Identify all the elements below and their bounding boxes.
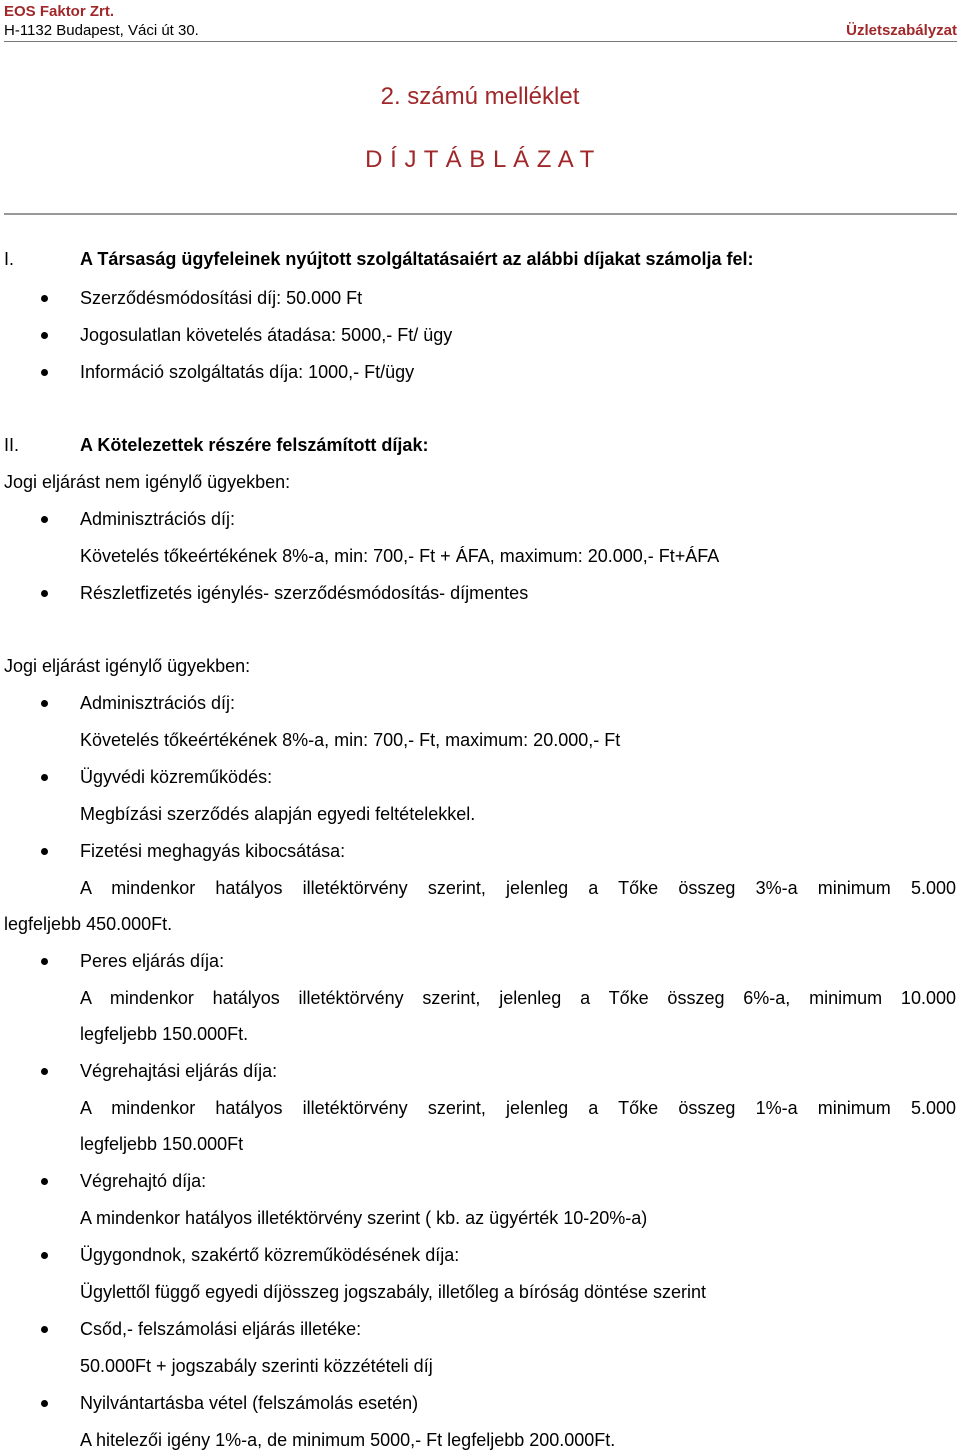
- document-type: Üzletszabályzat: [846, 22, 957, 39]
- court-fee-label: Peres eljárás díja:: [80, 951, 225, 971]
- payment-order-label: Fizetési meghagyás kibocsátása:: [80, 841, 346, 861]
- company-name: EOS Faktor Zrt.: [4, 3, 115, 20]
- payment-order-detail-cont: legfeljebb 450.000Ft.: [4, 914, 173, 934]
- bullet-icon: [41, 1252, 48, 1259]
- section1-item: Szerződésmódosítási díj: 50.000 Ft: [80, 288, 363, 308]
- header-divider: [4, 41, 957, 42]
- admin-fee-detail: Követelés tőkeértékének 8%-a, min: 700,- Ft + ÁFA, maximum: 20.000,- Ft+ÁFA: [80, 546, 720, 566]
- bailiff-label: Végrehajtó díja:: [80, 1171, 207, 1191]
- company-address: H-1132 Budapest, Váci út 30.: [4, 22, 199, 39]
- legal-admin-label: Adminisztrációs díj:: [80, 693, 236, 713]
- lawyer-detail: Megbízási szerződés alapján egyedi feltételekkel.: [80, 804, 476, 824]
- court-fee-detail: A mindenkor hatályos illetéktörvény szerint, jelenleg a Tőke összeg 6%-a, minimum 10.000: [80, 988, 956, 1008]
- guardian-label: Ügygondnok, szakértő közreműködésének díja:: [80, 1245, 460, 1265]
- fee-table-title: D Í J T Á B L Á Z A T: [365, 146, 595, 173]
- legal-admin-detail: Követelés tőkeértékének 8%-a, min: 700,- Ft, maximum: 20.000,- Ft: [80, 730, 621, 750]
- non-legal-heading: Jogi eljárást nem igénylő ügyekben:: [4, 472, 291, 492]
- annex-title: 2. számú melléklet: [380, 83, 580, 110]
- section1-item: Információ szolgáltatás díja: 1000,- Ft/ügy: [80, 362, 415, 382]
- bankruptcy-detail: 50.000Ft + jogszabály szerinti közzétételi díj: [80, 1356, 433, 1376]
- payment-order-detail: A mindenkor hatályos illetéktörvény szerint, jelenleg a Tőke összeg 3%-a minimum 5.000: [80, 878, 956, 898]
- bullet-icon: [41, 295, 48, 302]
- section2-heading: A Kötelezettek részére felszámított díjak:: [80, 435, 429, 455]
- bullet-icon: [41, 700, 48, 707]
- enforcement-label: Végrehajtási eljárás díja:: [80, 1061, 278, 1081]
- bullet-icon: [41, 1400, 48, 1407]
- bankruptcy-label: Csőd,- felszámolási eljárás illetéke:: [80, 1319, 362, 1339]
- registry-detail: A hitelezői igény 1%-a, de minimum 5000,- Ft legfeljebb 200.000Ft.: [80, 1430, 616, 1450]
- bullet-icon: [41, 332, 48, 339]
- bullet-icon: [41, 958, 48, 965]
- bullet-icon: [41, 1068, 48, 1075]
- title-divider: [4, 213, 957, 215]
- bullet-icon: [41, 1326, 48, 1333]
- bailiff-detail: A mindenkor hatályos illetéktörvény szerint ( kb. az ügyérték 10-20%-a): [80, 1208, 648, 1228]
- lawyer-label: Ügyvédi közreműködés:: [80, 767, 273, 787]
- section1-number: I.: [4, 249, 15, 269]
- legal-heading: Jogi eljárást igénylő ügyekben:: [4, 656, 251, 676]
- court-fee-detail-cont: legfeljebb 150.000Ft.: [80, 1024, 249, 1044]
- bullet-icon: [41, 516, 48, 523]
- bullet-icon: [41, 774, 48, 781]
- admin-fee-label: Adminisztrációs díj:: [80, 509, 236, 529]
- section1-item: Jogosulatlan követelés átadása: 5000,- Ft/ ügy: [80, 325, 453, 345]
- installment-label: Részletfizetés igénylés- szerződésmódosítás- díjmentes: [80, 583, 529, 603]
- enforcement-detail-cont: legfeljebb 150.000Ft: [80, 1134, 244, 1154]
- section1-heading: A Társaság ügyfeleinek nyújtott szolgáltatásaiért az alábbi díjakat számolja fel:: [80, 249, 754, 269]
- bullet-icon: [41, 369, 48, 376]
- bullet-icon: [41, 590, 48, 597]
- bullet-icon: [41, 848, 48, 855]
- enforcement-detail: A mindenkor hatályos illetéktörvény szerint, jelenleg a Tőke összeg 1%-a minimum 5.000: [80, 1098, 956, 1118]
- registry-label: Nyilvántartásba vétel (felszámolás esetén): [80, 1393, 419, 1413]
- section2-number: II.: [4, 435, 20, 455]
- bullet-icon: [41, 1178, 48, 1185]
- guardian-detail: Ügylettől függő egyedi díjösszeg jogszabály, illetőleg a bíróság döntése szerint: [80, 1282, 707, 1302]
